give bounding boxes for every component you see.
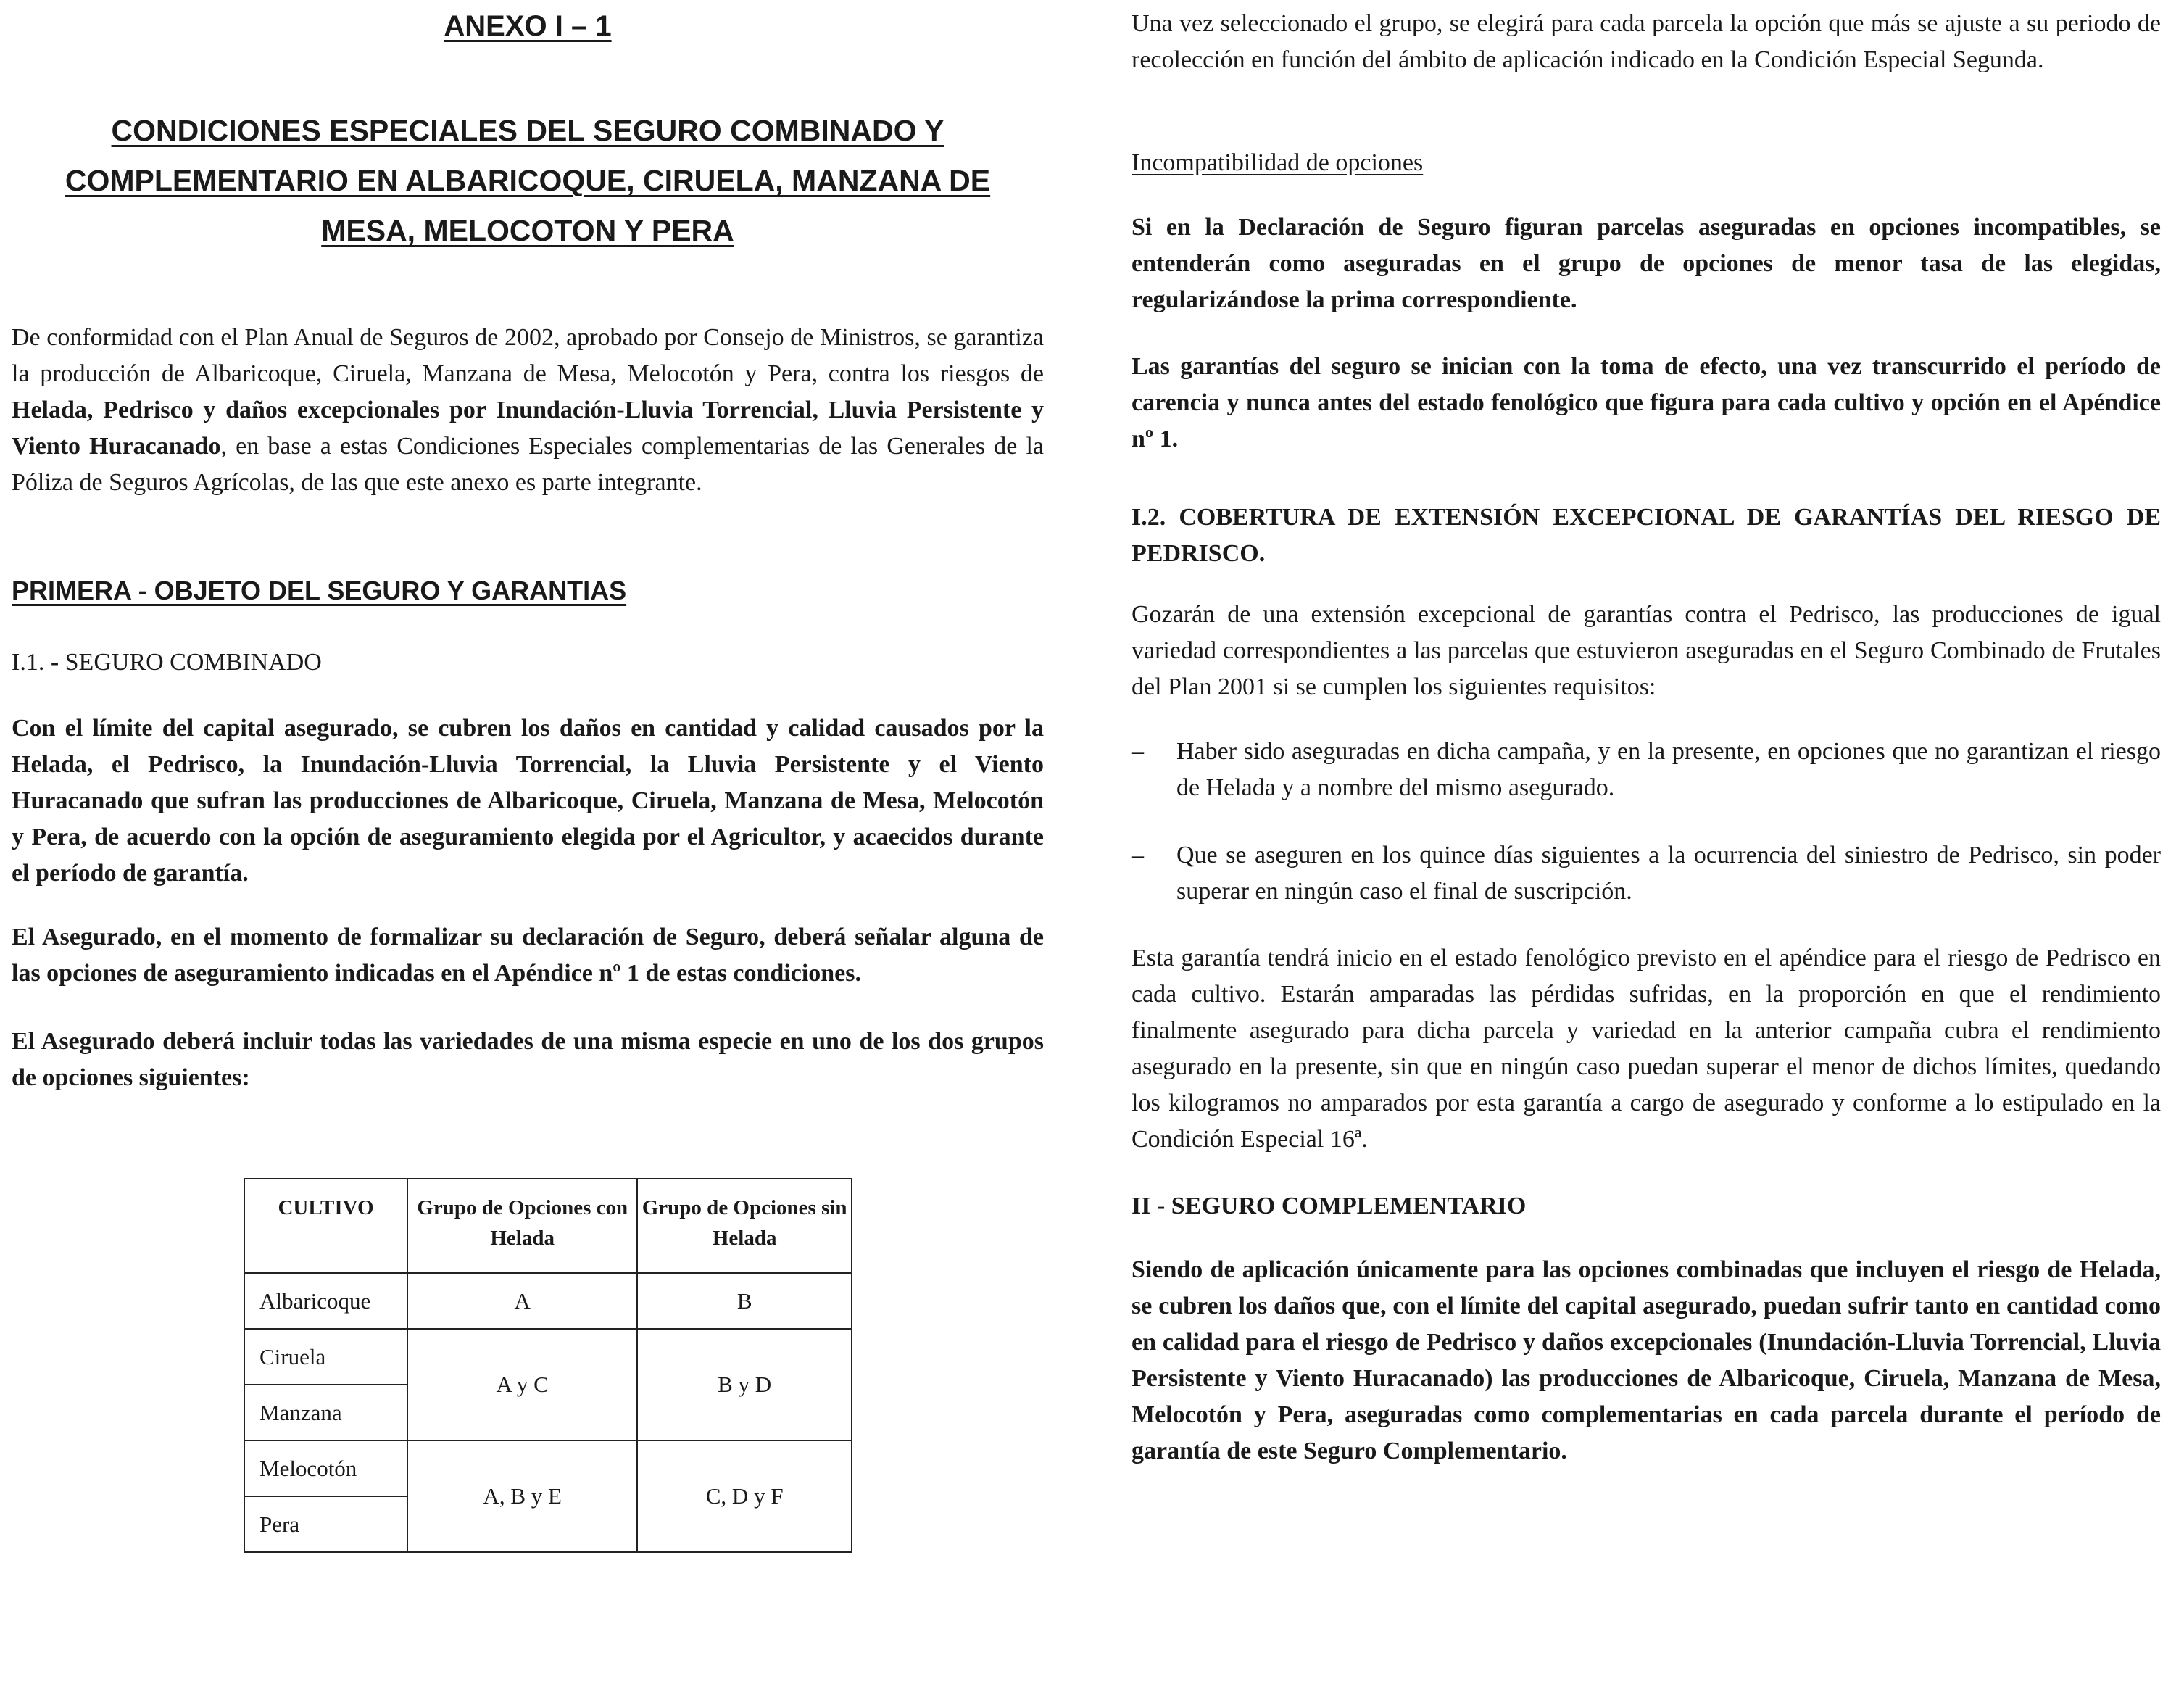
requirement-item <box>1132 734 2161 806</box>
table-row <box>244 1329 852 1385</box>
cell-sin-helada: B <box>637 1273 852 1329</box>
annex-title: ANEXO I – 1 <box>444 10 612 42</box>
main-title-line-1: CONDICIONES ESPECIALES DEL SEGURO COMBINADO Y <box>111 114 944 147</box>
paragraph-incompatibilidad: Si en la Declaración de Seguro figuran parcelas aseguradas en opciones incompatibles, se entenderán como aseguradas en el grupo de opciones de menor tasa de las elegidas, regularizándose la prima correspondiente. <box>1132 214 2161 313</box>
header-con-helada: Grupo de Opciones con Helada <box>407 1179 637 1273</box>
section-primera-heading: PRIMERA - OBJETO DEL SEGURO Y GARANTIAS <box>12 576 627 605</box>
cell-con-helada: A y C <box>407 1329 637 1440</box>
intro-text-2: , en base a estas Condiciones Especiales complementarias de las Generales de la Póliza de Seguros Agrícolas, de las que este anexo es parte integrante. <box>12 433 1044 496</box>
cell-cultivo: Albaricoque <box>244 1273 407 1329</box>
cell-con-helada: A, B y E <box>407 1440 637 1552</box>
intro-text-1: De conformidad con el Plan Anual de Seguros de 2002, aprobado por Consejo de Ministros, se garantiza la producción de Albaricoque, Ciruela, Manzana de Mesa, Melocotón y Pera, contra los riesgos de <box>12 324 1044 387</box>
cell-con-helada: A <box>407 1273 637 1329</box>
cell-cultivo: Ciruela <box>244 1329 407 1385</box>
paragraph-combinado: Con el límite del capital asegurado, se cubren los daños en cantidad y calidad causados por la Helada, el Pedrisco, la Inundación-Lluvia Torrencial, la Lluvia Persistente y el Viento Huracanado que sufran las producciones de Albaricoque, Ciruela, Manzana de Mesa, Melocotón y Pera, de acuerdo con la opción de aseguramiento elegida por el Agricultor, y acaecidos durante el período de garantía. <box>12 715 1044 887</box>
header-sin-helada: Grupo de Opciones sin Helada <box>637 1179 852 1273</box>
requirement-text: Haber sido aseguradas en dicha campaña, y en la presente, en opciones que no garantizan el riesgo de Helada y a nombre del mismo asegurado. <box>1176 738 2161 801</box>
heading-incompatibilidad <box>1132 145 2161 181</box>
requirement-item <box>1132 837 2161 910</box>
subsection-seguro-combinado: I.1. - SEGURO COMBINADO <box>12 649 322 676</box>
section-seguro-complementario: II - SEGURO COMPLEMENTARIO <box>1132 1193 1527 1219</box>
table-header-row <box>244 1179 852 1273</box>
cell-cultivo: Melocotón <box>244 1440 407 1496</box>
options-table <box>244 1178 852 1553</box>
cell-sin-helada: C, D y F <box>637 1440 852 1552</box>
paragraph-esta-garantia: Esta garantía tendrá inicio en el estado fenológico previsto en el apéndice para el riesgo de Pedrisco en cada cultivo. Estarán amparadas las pérdidas sufridas, en la proporción en que el rendimiento finalmente asegurado para dicha parcela y variedad en la anterior campaña cubra el rendimiento asegurado en la presente, sin que en ningún caso puedan superar el menor de dichos límites, quedando los kilogramos no amparados por esta garantía a cargo de asegurado y conforme a lo estipulado en la Condición Especial 16ª. <box>1132 945 2161 1153</box>
main-title-line-3: MESA, MELOCOTON Y PERA <box>321 214 734 247</box>
main-title <box>12 106 1044 256</box>
requirement-text: Que se aseguren en los quince días siguientes a la ocurrencia del siniestro de Pedrisco, sin poder superar en ningún caso el final de suscripción. <box>1176 842 2161 905</box>
right-page <box>1132 0 2161 1700</box>
main-title-line-2: COMPLEMENTARIO EN ALBARICOQUE, CIRUELA, MANZANA DE <box>65 164 991 197</box>
intro-bold-risks: Helada, Pedrisco y daños excepcionales por Inundación-Lluvia Torrencial, Lluvia Persistente y Viento Huracanado <box>12 397 1044 460</box>
paragraph-asegurado-opciones: El Asegurado, en el momento de formalizar su declaración de Seguro, deberá señalar alguna de las opciones de aseguramiento indicadas en el Apéndice nº 1 de estas condiciones. <box>12 924 1044 987</box>
header-cultivo: CULTIVO <box>244 1179 407 1273</box>
dash-bullet-icon: – <box>1132 842 1144 868</box>
table-row <box>244 1440 852 1496</box>
cell-sin-helada: B y D <box>637 1329 852 1440</box>
table-row <box>244 1273 852 1329</box>
paragraph-seleccion-grupo: Una vez seleccionado el grupo, se elegirá para cada parcela la opción que más se ajuste a su periodo de recolección en función del ámbito de aplicación indicado en la Condición Especial Segunda. <box>1132 10 2161 73</box>
dash-bullet-icon: – <box>1132 738 1144 765</box>
paragraph-inicio-garantias: Las garantías del seguro se inician con la toma de efecto, una vez transcurrido el período de carencia y nunca antes del estado fenológico que figura para cada cultivo y opción en el Apéndice nº 1. <box>1132 353 2161 452</box>
cell-cultivo: Manzana <box>244 1385 407 1440</box>
subsection-extension-pedrisco: I.2. COBERTURA DE EXTENSIÓN EXCEPCIONAL DE GARANTÍAS DEL RIESGO DE PEDRISCO. <box>1132 504 2161 567</box>
paragraph-complementario: Siendo de aplicación únicamente para las opciones combinadas que incluyen el riesgo de Helada, se cubren los daños que, con el límite del capital asegurado, puedan sufrir tanto en cantidad como en calidad para el riesgo de Pedrisco y daños excepcionales (Inundación-Lluvia Torrencial, Lluvia Persistente y Viento Huracanado) las producciones de Albaricoque, Ciruela, Manzana de Mesa, Melocotón y Pera, aseguradas como complementarias en cada parcela durante el período de garantía de este Seguro Complementario. <box>1132 1256 2161 1464</box>
paragraph-gozaran: Gozarán de una extensión excepcional de garantías contra el Pedrisco, las producciones de igual variedad correspondientes a las parcelas que estuvieron aseguradas en el Seguro Combinado de Frutales del Plan 2001 si se cumplen los siguientes requisitos: <box>1132 601 2161 700</box>
intro-paragraph <box>12 320 1044 501</box>
cell-cultivo: Pera <box>244 1496 407 1552</box>
paragraph-asegurado-variedades: El Asegurado deberá incluir todas las variedades de una misma especie en uno de los dos grupos de opciones siguientes: <box>12 1028 1044 1091</box>
heading-incompatibilidad-text: Incompatibilidad de opciones <box>1132 149 1424 176</box>
